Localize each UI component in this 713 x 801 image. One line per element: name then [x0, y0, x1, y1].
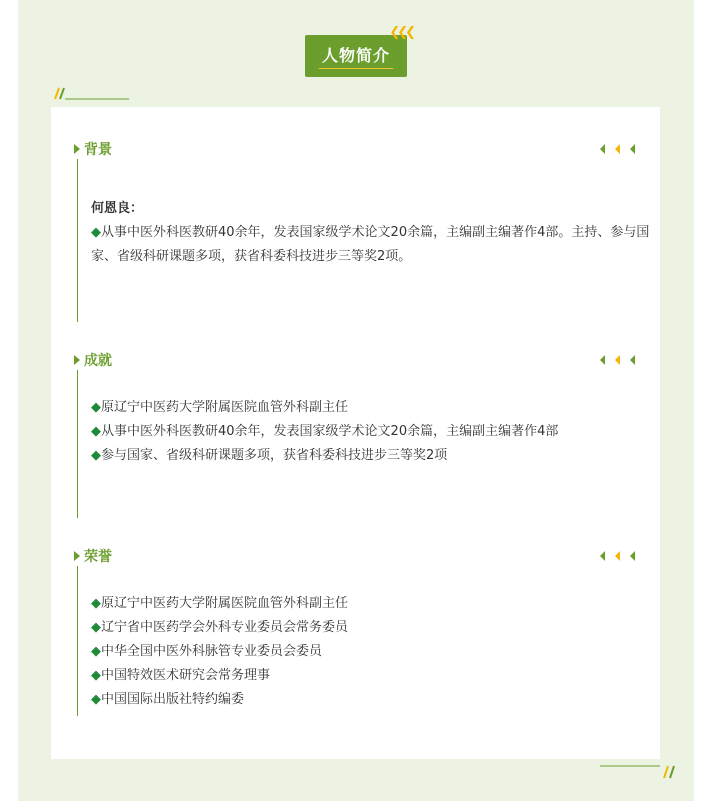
diamond-bullet-icon: ◆: [91, 644, 101, 659]
page-title: 人物简介: [321, 46, 390, 65]
section-divider: [77, 370, 78, 518]
chevron-decoration-icon: ❮❮❮: [389, 25, 413, 40]
list-item: ◆原辽宁中医药大学附属医院血管外科副主任: [91, 596, 349, 611]
content-card: [51, 107, 660, 759]
triangle-right-icon: [74, 144, 80, 154]
list-item: ◆中国特效医术研究会常务理事: [91, 668, 271, 683]
diamond-bullet-icon: ◆: [91, 225, 101, 240]
person-name: 何恩良：: [91, 201, 144, 216]
section-body: [91, 396, 651, 468]
diamond-bullet-icon: ◆: [91, 448, 101, 463]
corner-decoration-top-left: [51, 85, 131, 105]
diamond-bullet-icon: ◆: [91, 596, 101, 611]
page-background: [18, 0, 694, 801]
list-item: ◆中华全国中医外科脉管专业委员会委员: [91, 644, 323, 659]
triangle-right-icon: [74, 355, 80, 365]
triangle-right-icon: [74, 551, 80, 561]
list-item: ◆参与国家、省级科研课题多项，获省科委科技进步三等奖2项: [91, 448, 448, 463]
diamond-bullet-icon: ◆: [91, 692, 101, 707]
section-divider: [77, 566, 78, 716]
list-item: ◆辽宁省中医药学会外科专业委员会常务委员: [91, 620, 349, 635]
list-item: ◆中国国际出版社特约编委: [91, 692, 245, 707]
section-achievements: [51, 350, 660, 520]
corner-decoration-bottom-right: [598, 760, 678, 782]
header-badge: [305, 25, 413, 77]
triple-arrow-icon: [600, 551, 636, 561]
section-honors: [51, 546, 660, 721]
paragraph: ◆从事中医外科医教研40余年，发表国家级学术论文20余篇，主编副主编著作4部。主持、参与国家、省级科研课题多项，获省科委科技进步三等奖2项。: [91, 225, 650, 264]
list-item: ◆原辽宁中医药大学附属医院血管外科副主任: [91, 400, 349, 415]
diamond-bullet-icon: ◆: [91, 620, 101, 635]
list-item: ◆从事中医外科医教研40余年，发表国家级学术论文20余篇，主编副主编著作4部: [91, 424, 559, 439]
section-body: [91, 197, 651, 269]
header-underline: [319, 68, 393, 69]
section-body: [91, 592, 651, 712]
section-title: 荣誉: [84, 549, 112, 565]
section-background: [51, 139, 660, 324]
diamond-bullet-icon: ◆: [91, 668, 101, 683]
triple-arrow-icon: [600, 355, 636, 365]
diamond-bullet-icon: ◆: [91, 400, 101, 415]
section-divider: [77, 159, 78, 322]
section-title: 成就: [84, 353, 112, 369]
section-title: 背景: [84, 142, 112, 158]
triple-arrow-icon: [600, 144, 636, 154]
diamond-bullet-icon: ◆: [91, 424, 101, 439]
